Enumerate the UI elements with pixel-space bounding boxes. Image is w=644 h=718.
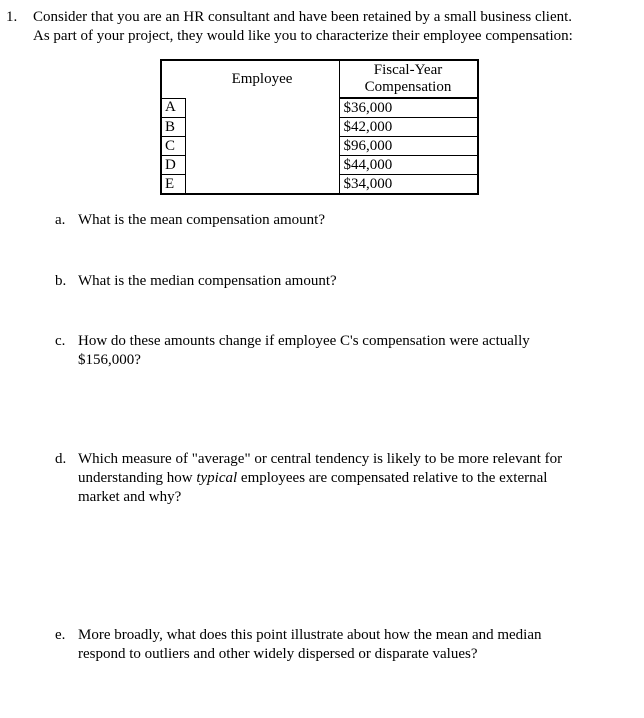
subquestion-text	[78, 626, 608, 664]
compensation-cell: $42,000	[339, 118, 478, 137]
compensation-cell: $36,000	[339, 98, 478, 118]
employee-cell: A	[161, 98, 186, 118]
subquestion-text	[78, 450, 608, 507]
question-number: 1.	[6, 9, 18, 25]
subquestion-text	[78, 211, 608, 230]
emphasized-word: typical	[196, 470, 238, 486]
table-header-row	[161, 60, 478, 98]
subquestion-text-part: understanding how	[78, 470, 197, 486]
subquestion-line: What is the median compensation amount?	[78, 273, 337, 289]
header-employee: Employee	[186, 60, 340, 98]
subquestion-label: e.	[55, 627, 66, 643]
employee-cell: E	[161, 175, 186, 195]
question-line-2: As part of your project, they would like you to characterize their employee compensation:	[33, 28, 573, 44]
compensation-cell: $34,000	[339, 175, 478, 195]
subquestion-line: respond to outliers and other widely dispersed or disparate values?	[78, 646, 478, 662]
subquestion-line	[78, 469, 608, 488]
compensation-cell: $96,000	[339, 137, 478, 156]
subquestion-text	[78, 332, 608, 370]
subquestion-line: Which measure of "average" or central tendency is likely to be more relevant for	[78, 451, 563, 467]
subquestion-line: What is the mean compensation amount?	[78, 212, 326, 228]
subquestion-line: More broadly, what does this point illustrate about how the mean and median	[78, 627, 542, 643]
spacer-cell	[186, 156, 340, 175]
header-compensation-line-1: Fiscal-Year	[373, 62, 443, 78]
table-row	[161, 118, 478, 137]
subquestion-line: market and why?	[78, 489, 182, 505]
employee-cell: C	[161, 137, 186, 156]
spacer-cell	[186, 98, 340, 118]
question-line-1: Consider that you are an HR consultant and have been retained by a small business client.	[33, 9, 573, 25]
subquestion-line: $156,000?	[78, 352, 141, 368]
table-row	[161, 175, 478, 195]
question-text	[33, 8, 633, 46]
spacer-cell	[186, 118, 340, 137]
table-row	[161, 137, 478, 156]
header-blank-cell	[161, 60, 186, 98]
employee-cell: B	[161, 118, 186, 137]
subquestion-label: a.	[55, 212, 66, 228]
subquestion-line: How do these amounts change if employee C's compensation were actually	[78, 333, 530, 349]
header-compensation-line-2: Compensation	[364, 79, 452, 95]
table-row	[161, 156, 478, 175]
header-compensation	[339, 60, 478, 98]
compensation-cell: $44,000	[339, 156, 478, 175]
spacer-cell	[186, 175, 340, 195]
subquestion-label: c.	[55, 333, 66, 349]
employee-cell: D	[161, 156, 186, 175]
table-row	[161, 98, 478, 118]
compensation-table	[160, 59, 479, 195]
subquestion-text	[78, 272, 608, 291]
spacer-cell	[186, 137, 340, 156]
subquestion-label: d.	[55, 451, 67, 467]
subquestion-label: b.	[55, 273, 67, 289]
subquestion-text-part: employees are compensated relative to the external	[237, 470, 548, 486]
